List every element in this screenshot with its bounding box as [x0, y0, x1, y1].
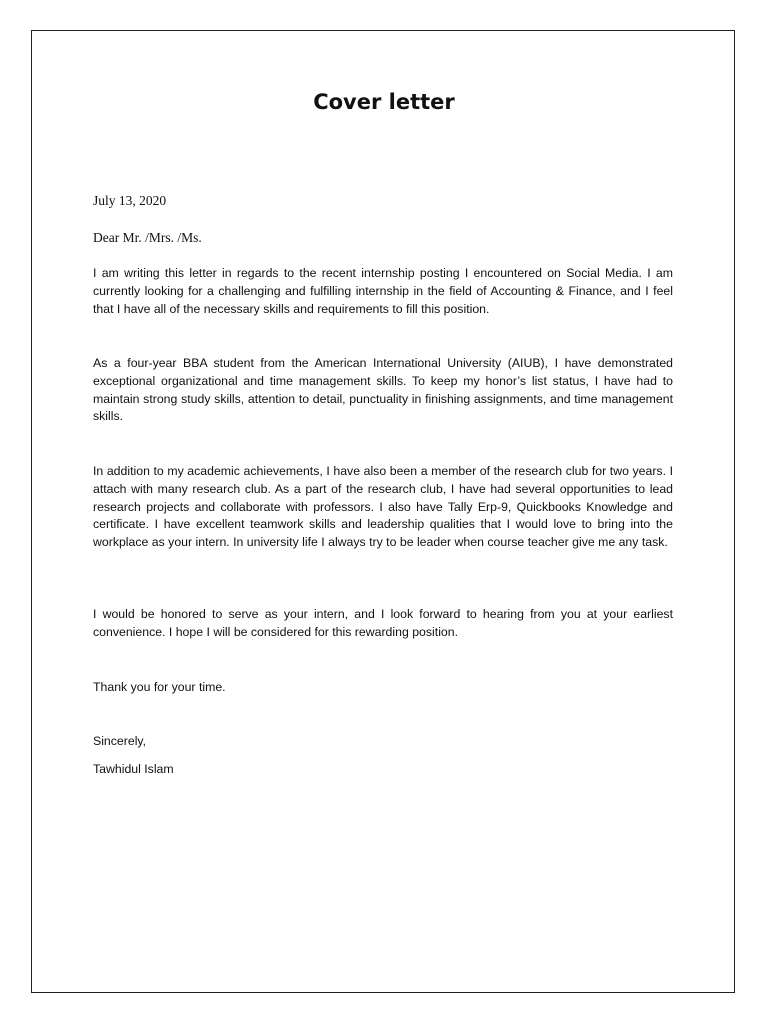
letter-salutation: Dear Mr. /Mrs. /Ms. — [93, 230, 202, 245]
thanks-line: Thank you for your time. — [93, 680, 226, 694]
body-paragraph-4: I would be honored to serve as your intern, and I look forward to hearing from you at your earliest convenience. I hope I will be considered for this rewarding position. — [93, 607, 673, 639]
signature-name: Tawhidul Islam — [93, 762, 174, 776]
body-paragraph-2: As a four-year BBA student from the American International University (AIUB), I have demonstrated exceptional organizational and time management skills. To keep my honor’s list status, I have had to maintain strong study skills, attention to detail, punctuality in finishing assignments, and time management skills. — [93, 356, 673, 424]
letter-date: July 13, 2020 — [93, 193, 167, 208]
document-title: Cover letter — [313, 90, 455, 114]
body-paragraph-1: I am writing this letter in regards to the recent internship posting I encountered on Social Media. I am currently looking for a challenging and fulfilling internship in the field of Accounting & Finance, and I feel that I have all of the necessary skills and requirements to fill this position. — [93, 266, 673, 316]
body-paragraph-3: In addition to my academic achievements, I have also been a member of the research club for two years. I attach with many research club. As a part of the research club, I have had several opportunities to lead research projects and collaborate with professors. I also have Tally Erp-9, Quickbooks Knowledge and certificate. I have excellent teamwork skills and leadership qualities that I would love to bring into the workplace as your intern. In university life I always try to be leader when course teacher give me any task. — [93, 464, 673, 550]
closing-line: Sincerely, — [93, 734, 147, 748]
